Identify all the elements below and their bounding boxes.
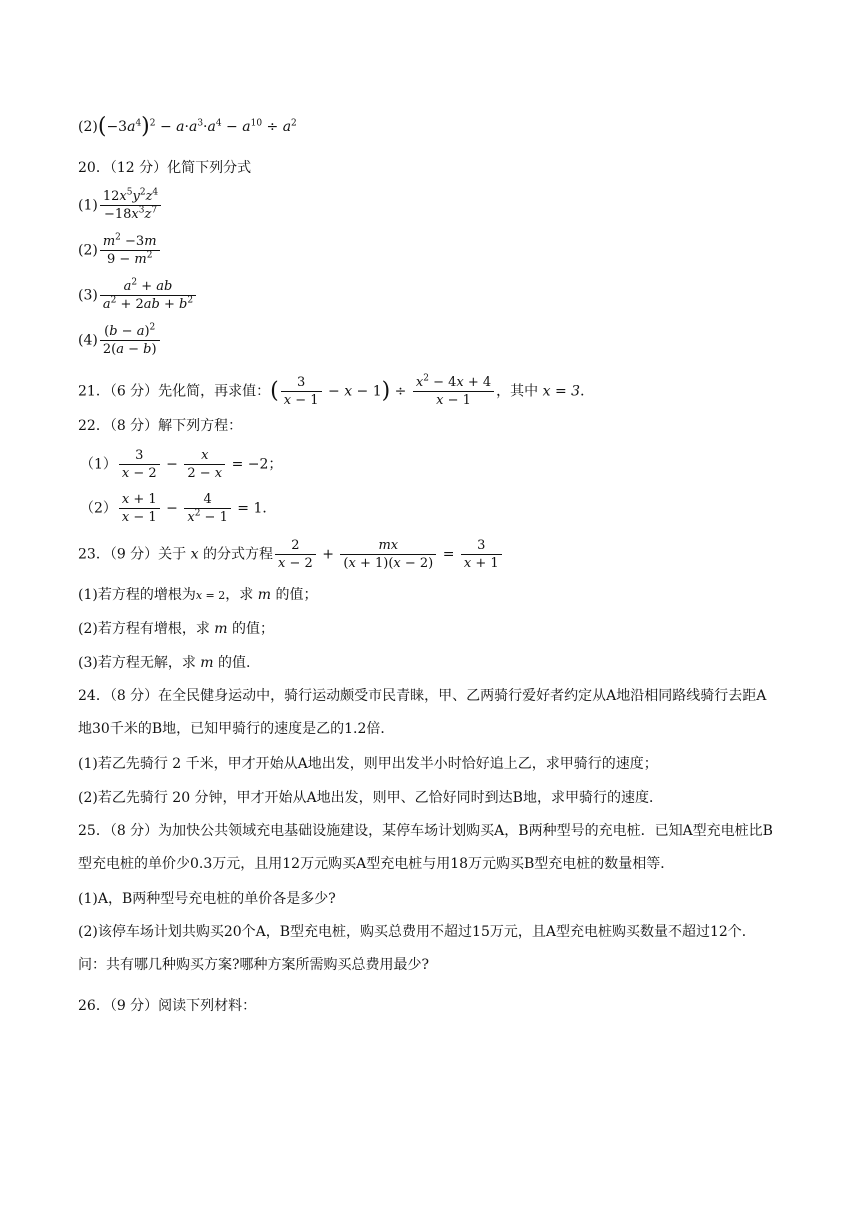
text: 的分式方程	[202, 546, 273, 563]
fraction: $\frac{m^2 -3m}{9 - m^2}$	[100, 233, 160, 268]
q23-title: 23．（9 分）关于 x 的分式方程 $\frac{2}{x - 2}$ + $\frac{mx}{(x + 1)(x - 2)}$ = $\frac{3}{x + 1}$	[78, 537, 504, 572]
item-label: (1)	[78, 197, 98, 214]
q20-title: 20．（12 分）化简下列分式	[78, 160, 252, 176]
item-label: （2）	[80, 500, 117, 517]
fraction: $\frac{a^2 + ab}{a^2 + 2ab + b^2}$	[100, 278, 196, 313]
fraction: $\frac{12x^5y^2z^4}{-18x^3z^7}$	[100, 188, 161, 223]
text: (2)若方程有增根，求	[78, 621, 210, 637]
fraction: $\frac{(b - a)^2}{2(a - b)}$	[100, 323, 160, 358]
fraction: $\frac{2}{x - 2}$	[275, 537, 316, 572]
q20-item4	[78, 323, 162, 358]
q22-item1: （1） $\frac{3}{x - 2}$ − $\frac{x}{2 - x}$ = −2；	[80, 448, 283, 481]
item-label: (4)	[78, 332, 98, 349]
fraction: $\frac{mx}{(x + 1)(x - 2)}$	[340, 537, 436, 572]
item-label: (2)	[78, 242, 98, 259]
q20-item3	[78, 278, 198, 313]
q24-sub1: (1)若乙先骑行 2 千米，甲才开始从A地出发，则甲出发半小时恰好追上乙，求甲骑行的速度；	[78, 756, 658, 772]
text: 的值；	[232, 621, 275, 637]
text: 的值.	[218, 655, 251, 671]
fraction: $\frac{x^2 - 4x + 4}{x - 1}$	[413, 374, 494, 409]
item-label: (2)	[78, 119, 98, 135]
q23-sub3: (3)若方程无解，求 m 的值.	[78, 655, 251, 671]
q25-sub2: (2)该停车场计划共购买20个A，B型充电桩，购买总费用不超过15万元，且A型充电桩购买数量不超过12个．问：共有哪几种购买方案?哪种方案所需购买总费用最少?	[78, 924, 756, 973]
condition: x = 3	[542, 383, 581, 400]
q20-item1	[78, 188, 163, 223]
q22-item2: （2） $\frac{x + 1}{x - 1}$ − $\frac{4}{x^2 - 1}$ = 1．	[80, 492, 277, 525]
fraction: $\frac{x + 1}{x - 1}$	[119, 491, 160, 526]
q19-part2: $(2)(-3a^4)^2 - a\cdot a^3\cdot a^4 - a^{10} \div a^2$	[78, 114, 297, 139]
q23-sub2: (2)若方程有增根，求 m 的值；	[78, 621, 275, 637]
item-label: (3)	[78, 287, 98, 304]
q25-title: 25．（8 分）为加快公共领域充电基础设施建设，某停车场计划购买A，B两种型号的充电桩．已知A型充电桩比B型充电桩的单价少0.3万元，且用12万元购买A型充电桩与用18万元购买B型充电桩的数量相等．	[78, 823, 773, 872]
fraction: $\frac{3}{x + 1}$	[461, 537, 502, 572]
item-label: （1）	[80, 456, 117, 473]
question-title: 21．（6 分）先化简，再求值：	[78, 383, 271, 400]
fraction: $\frac{3}{x - 2}$	[119, 447, 160, 482]
fraction: $\frac{x}{2 - x}$	[184, 447, 225, 482]
fraction: $\frac{4}{x^2 - 1}$	[184, 491, 231, 526]
q24-sub2: (2)若乙先骑行 20 分钟，甲才开始从A地出发，则甲、乙恰好同时到达B地，求甲骑行的速度．	[78, 790, 663, 806]
text: 的值；	[275, 587, 318, 603]
q20-item2	[78, 233, 162, 268]
fraction: $\frac{3}{x - 1}$	[281, 374, 322, 409]
q24-title: 24．（8 分）在全民健身运动中，骑行运动颇受市民青睐，甲、乙两骑行爱好者约定从A地沿相同路线骑行去距A地30千米的B地，已知甲骑行的速度是乙的1.2倍．	[78, 688, 767, 737]
text: ．	[580, 383, 595, 400]
text: (1)若方程的增根为	[78, 587, 196, 603]
text: ，其中	[496, 383, 539, 400]
q21: 21．（6 分）先化简，再求值：( $\frac{3}{x - 1}$ − x − 1) ÷ $\frac{x^2 - 4x + 4}{x - 1}$ ，其中 x = 3．	[78, 373, 595, 408]
q26-title: 26．（9 分）阅读下列材料：	[78, 998, 257, 1014]
text: 23．（9 分）关于	[78, 546, 187, 563]
q22-title: 22．（8 分）解下列方程：	[78, 418, 243, 434]
q25-sub1: (1)A，B两种型号充电桩的单价各是多少?	[78, 891, 336, 907]
text: ，求	[225, 587, 254, 603]
text: (3)若方程无解，求	[78, 655, 196, 671]
q23-sub1: (1)若方程的增根为x = 2，求 m 的值；	[78, 587, 318, 603]
